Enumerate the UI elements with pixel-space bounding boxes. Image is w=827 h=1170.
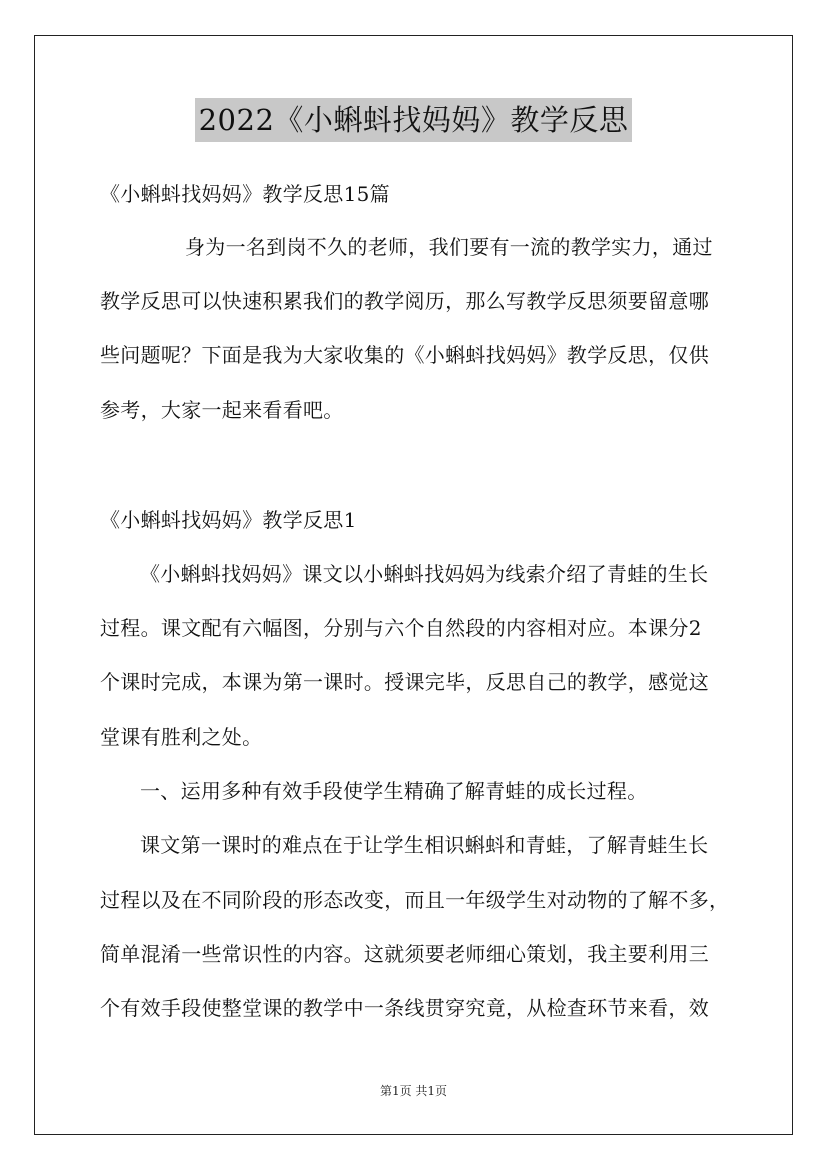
paragraph-line: 堂课有胜利之处。 xyxy=(100,725,263,749)
intro-line: 身为一名到岗不久的老师，我们要有一流的教学实力，通过 xyxy=(185,235,713,259)
paragraph-line: 过程。课文配有六幅图，分别与六个自然段的内容相对应。本课分2 xyxy=(100,616,702,640)
paragraph-line: 《小蝌蚪找妈妈》课文以小蝌蚪找妈妈为线索介绍了青蛙的生长 xyxy=(140,562,709,586)
section-heading: 《小蝌蚪找妈妈》教学反思1 xyxy=(100,508,357,532)
document-title: 2022《小蝌蚪找妈妈》教学反思 xyxy=(195,98,633,142)
paragraph-line: 个有效手段使整堂课的教学中一条线贯穿究竟，从检查环节来看，效 xyxy=(100,996,709,1020)
intro-line: 参考，大家一起来看看吧。 xyxy=(100,398,344,422)
document-subtitle: 《小蝌蚪找妈妈》教学反思15篇 xyxy=(100,182,390,206)
page-footer: 第1页 共1页 xyxy=(379,1084,448,1098)
paragraph-line: 简单混淆一些常识性的内容。这就须要老师细心策划，我主要利用三 xyxy=(100,942,709,966)
title-container xyxy=(0,98,827,142)
paragraph-line: 个课时完成，本课为第一课时。授课完毕，反思自己的教学，感觉这 xyxy=(100,670,709,694)
point-heading: 一、运用多种有效手段使学生精确了解青蛙的成长过程。 xyxy=(140,779,648,803)
paragraph-line: 课文第一课时的难点在于让学生相识蝌蚪和青蛙，了解青蛙生长 xyxy=(140,833,709,857)
intro-line: 教学反思可以快速积累我们的教学阅历，那么写教学反思须要留意哪 xyxy=(100,289,709,313)
intro-line: 些问题呢？下面是我为大家收集的《小蝌蚪找妈妈》教学反思，仅供 xyxy=(100,343,709,367)
paragraph-line: 过程以及在不同阶段的形态改变，而且一年级学生对动物的了解不多， xyxy=(100,888,730,912)
